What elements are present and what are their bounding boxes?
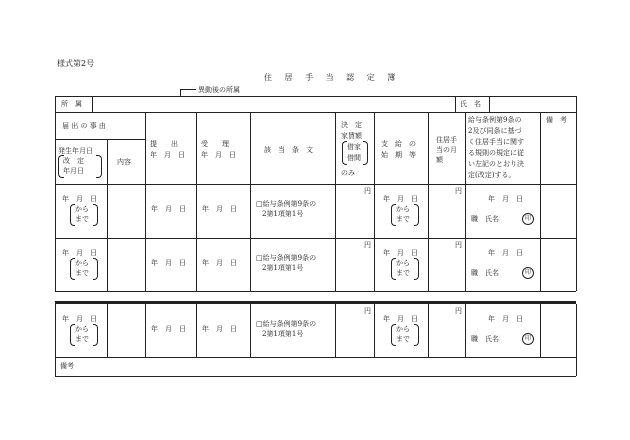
monthly-header-3: 額 (436, 156, 443, 164)
row-payment-to: まで (396, 269, 410, 277)
row-payment-date: 年 月 日 (383, 315, 418, 323)
row-submit-date: 年 月 日 (151, 205, 186, 213)
amount-header-5: のみ (341, 169, 355, 177)
submit-header: 提 出 (150, 140, 178, 148)
decision-text-6: 定(改定)する。 (468, 171, 516, 179)
seal-icon: 印 (522, 213, 534, 225)
row-article-line2: 2第1項第1号 (262, 210, 304, 218)
form-number: 様式第2号 (57, 59, 95, 68)
receive-date-header: 年 月 日 (201, 151, 236, 159)
row-article-line2: 2第1項第1号 (262, 264, 304, 272)
row-decision-date: 年 月 日 (488, 315, 523, 323)
page-title: 住 居 手 当 認 定 簿 (264, 73, 401, 82)
payment-header-1: 支 給 の (381, 140, 416, 148)
row-occurrence-date: 年 月 日 (62, 195, 97, 203)
decision-text-2: 2及び同条に基づ (468, 127, 522, 135)
row-receive-date: 年 月 日 (202, 325, 237, 333)
decision-text-4: る規則の規定に従 (468, 149, 524, 157)
content-header: 内容 (117, 158, 131, 166)
remarks-header: 備 考 (546, 116, 567, 124)
row-article-line1: □給与条例第9条の (256, 200, 317, 208)
row-monthly-yen: 円 (455, 241, 462, 249)
row-decision-date: 年 月 日 (488, 249, 523, 257)
revise-label: 改 定 (63, 157, 84, 165)
receive-header: 受 理 (201, 140, 229, 148)
row-payment-to: まで (396, 215, 410, 223)
row-amount-yen: 円 (364, 241, 371, 249)
row-monthly-yen: 円 (455, 307, 462, 315)
row-amount-yen: 円 (364, 307, 371, 315)
monthly-header-2: 当の月 (436, 146, 457, 154)
row-occurrence-to: まで (75, 335, 89, 343)
affiliation-label: 所 属 (61, 100, 82, 108)
row-receive-date: 年 月 日 (202, 259, 237, 267)
submit-date-header: 年 月 日 (150, 151, 185, 159)
monthly-header-1: 住居手 (436, 136, 457, 144)
decision-text-1: 給与条例第9条の (468, 116, 522, 124)
row-payment-from: から (396, 259, 410, 267)
row-submit-date: 年 月 日 (151, 259, 186, 267)
row-occurrence-date: 年 月 日 (62, 315, 97, 323)
decision-text-3: く住居手当に関す (468, 138, 524, 146)
row-payment-from: から (396, 205, 410, 213)
row-monthly-yen: 円 (455, 187, 462, 195)
row-submit-date: 年 月 日 (151, 325, 186, 333)
row-occurrence-from: から (75, 205, 89, 213)
row-occurrence-date: 年 月 日 (62, 249, 97, 257)
row-occurrence-from: から (75, 259, 89, 267)
row-amount-yen: 円 (364, 187, 371, 195)
row-payment-from: から (396, 325, 410, 333)
article-header: 該 当 条 文 (264, 146, 313, 154)
decision-text-5: い左記のとおり決 (468, 160, 524, 168)
row-receive-date: 年 月 日 (202, 205, 237, 213)
row-occurrence-to: まで (75, 269, 89, 277)
amount-header-2: 家賃額 (341, 132, 362, 140)
remarks-label: 備考 (60, 362, 74, 370)
row-payment-date: 年 月 日 (383, 249, 418, 257)
row-article-line2: 2第1項第1号 (262, 330, 304, 338)
row-article-line1: □給与条例第9条の (256, 320, 317, 328)
payment-header-2: 始 期 等 (381, 151, 416, 159)
row-staff-name: 職 氏名 (471, 215, 499, 223)
event-header: 届 出 の 事 由 (62, 122, 106, 130)
row-payment-to: まで (396, 335, 410, 343)
amount-header-3: 借家 (347, 143, 361, 151)
amount-header-4: 借間 (347, 154, 361, 162)
seal-icon: 印 (522, 267, 534, 279)
revise-date-label: 年月日 (63, 167, 84, 175)
row-occurrence-to: まで (75, 215, 89, 223)
row-staff-name: 職 氏名 (471, 269, 499, 277)
row-decision-date: 年 月 日 (488, 195, 523, 203)
row-payment-date: 年 月 日 (383, 195, 418, 203)
row-article-line1: □給与条例第9条の (256, 254, 317, 262)
name-label: 氏 名 (460, 100, 481, 108)
seal-icon: 印 (522, 333, 534, 345)
row-staff-name: 職 氏名 (471, 335, 499, 343)
transfer-note: 異動後の所属 (198, 86, 240, 94)
amount-header-1: 決 定 (341, 121, 362, 129)
row-occurrence-from: から (75, 325, 89, 333)
occurrence-label: 発生年月日 (58, 147, 93, 155)
